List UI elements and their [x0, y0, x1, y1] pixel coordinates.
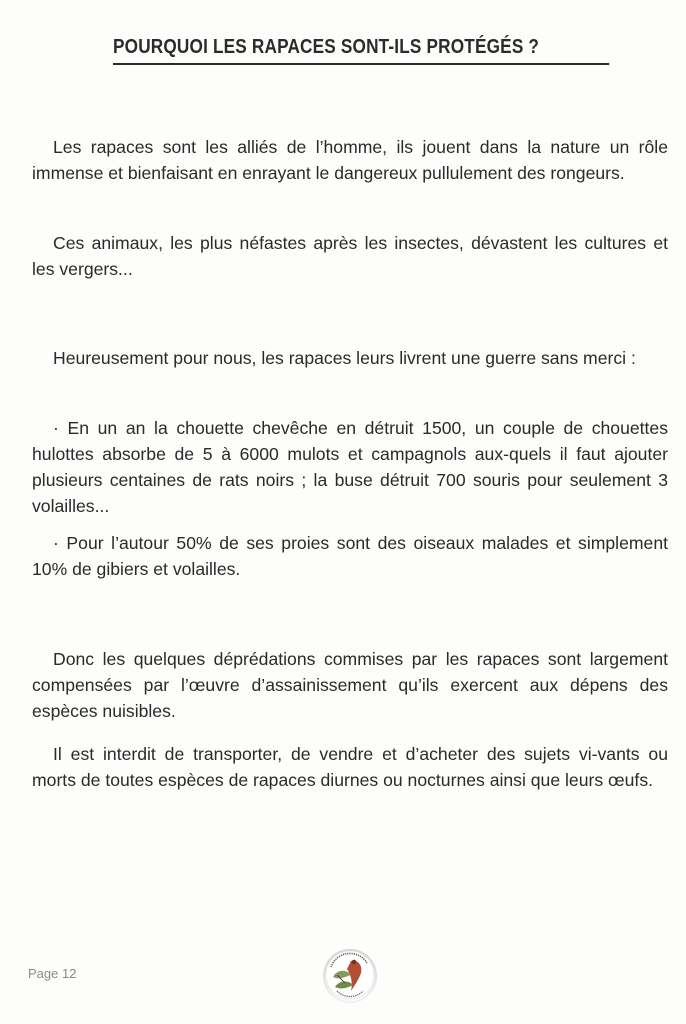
paragraph-pests: Ces animaux, les plus néfastes après les insectes, dévastent les cultures et les vergers... — [32, 233, 668, 279]
paragraph-compensation: Donc les quelques déprédations commises par les rapaces sont largement compensées par l’œuvre d’assainissement qu’ils exercent aux dépens des espèces nuisibles. — [32, 649, 668, 721]
page-title: POURQUOI LES RAPACES SONT-ILS PROTÉGÉS ? — [113, 34, 609, 65]
bullet-owls-buzzard: · En un an la chouette chevêche en détruit 1500, un couple de chouettes hulottes absorbe de 5 à 6000 mulots et campagnols aux-quels il faut ajouter plusieurs centaines de rats noirs ; la buse détruit 700 souris pour seulement 3 volailles... — [32, 418, 668, 516]
paragraph-law: Il est interdit de transporter, de vendre et d’acheter des sujets vi-vants ou morts de toutes espèces de rapaces diurnes ou nocturnes ainsi que leurs œufs. — [32, 744, 668, 790]
paragraph-intro: Les rapaces sont les alliés de l’homme, ils jouent dans la nature un rôle immense et bienfaisant en enrayant le dangereux pullulement des rongeurs. — [32, 137, 668, 183]
paragraph-war: Heureusement pour nous, les rapaces leurs livrent une guerre sans merci : — [53, 348, 636, 368]
bullet-goshawk: · Pour l’autour 50% de ses proies sont des oiseaux malades et simplement 10% de gibiers et volailles. — [32, 533, 668, 579]
page-number: Page 12 — [28, 966, 77, 981]
bird-emblem-icon — [321, 947, 379, 1005]
